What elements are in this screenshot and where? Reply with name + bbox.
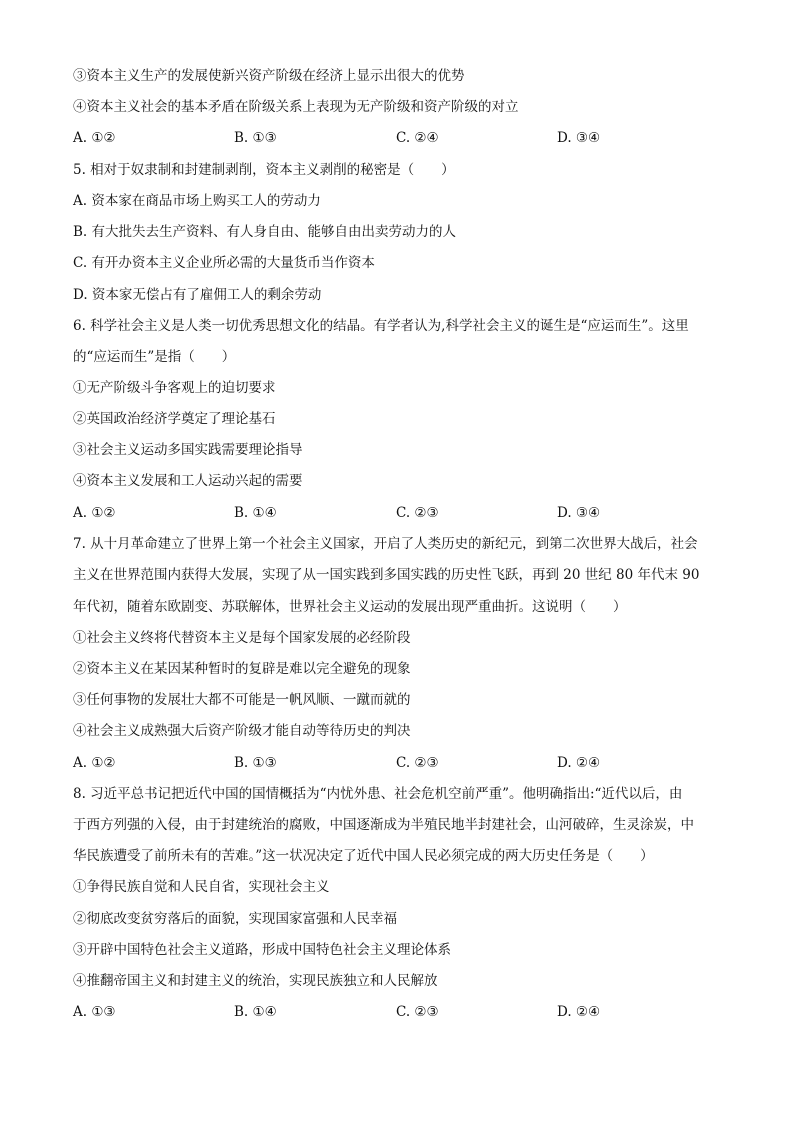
q8-item-1: ①争得民族自觉和人民自省，实现社会主义: [73, 879, 330, 895]
q8-option-b: B. ①④: [234, 1004, 277, 1020]
q4-option-b: B. ①③: [234, 130, 277, 146]
q4-option-c: C. ②④: [396, 130, 439, 146]
q7-stem-line-2: 主义在世界范围内获得大发展，实现了从一国实践到多国实践的历史性飞跃，再到 20 世纪 80 年代末 90: [73, 567, 700, 583]
q6-option-d: D. ③④: [557, 505, 601, 521]
q6-stem-line-1: 6. 科学社会主义是人类一切优秀思想文化的结晶。有学者认为,科学社会主义的诞生是“应运而生”。这里: [73, 318, 689, 334]
q6-item-2: ②英国政治经济学奠定了理论基石: [73, 411, 276, 427]
q6-option-a: A. ①②: [73, 505, 116, 521]
q5-choice-b: B. 有大批失去生产资料、有人身自由、能够自由出卖劳动力的人: [73, 224, 457, 240]
q8-stem-line-2: 于西方列强的入侵，由于封建统治的腐败，中国逐渐成为半殖民地半封建社会，山河破碎，生灵涂炭，中: [73, 817, 694, 833]
q4-item-4: ④资本主义社会的基本矛盾在阶级关系上表现为无产阶级和资产阶级的对立: [73, 99, 519, 115]
q5-choice-d: D. 资本家无偿占有了雇佣工人的剩余劳动: [73, 287, 322, 303]
q7-option-a: A. ①②: [73, 755, 116, 771]
q6-stem-line-2: 的“应运而生”是指（ ）: [73, 349, 236, 365]
q7-item-1: ①社会主义终将代替资本主义是每个国家发展的必经阶段: [73, 630, 411, 646]
q7-item-4: ④社会主义成熟强大后资产阶级才能自动等待历史的判决: [73, 723, 411, 739]
q4-option-a: A. ①②: [73, 130, 116, 146]
q8-item-2: ②彻底改变贫穷落后的面貌，实现国家富强和人民幸福: [73, 911, 397, 927]
q5-choice-a: A. 资本家在商品市场上购买工人的劳动力: [73, 193, 321, 209]
q8-stem-line-1: 8. 习近平总书记把近代中国的国情概括为“内忧外患、社会危机空前严重”。他明确指出:“近代以后，由: [73, 786, 683, 802]
q7-option-b: B. ①③: [234, 755, 277, 771]
q7-item-2: ②资本主义在某因某种暂时的复辟是难以完全避免的现象: [73, 661, 411, 677]
q5-stem: 5. 相对于奴隶制和封建制剥削，资本主义剥削的秘密是（ ）: [73, 162, 455, 178]
q8-option-c: C. ②③: [396, 1004, 439, 1020]
q6-item-4: ④资本主义发展和工人运动兴起的需要: [73, 473, 303, 489]
q4-item-3: ③资本主义生产的发展使新兴资产阶级在经济上显示出很大的优势: [73, 68, 465, 84]
q7-option-c: C. ②③: [396, 755, 439, 771]
q7-stem-line-3: 年代初，随着东欧剧变、苏联解体，世界社会主义运动的发展出现严重曲折。这说明（ ）: [73, 599, 627, 615]
q6-item-3: ③社会主义运动多国实践需要理论指导: [73, 442, 303, 458]
q6-option-b: B. ①④: [234, 505, 277, 521]
q4-option-d: D. ③④: [557, 130, 601, 146]
q8-option-d: D. ②④: [557, 1004, 601, 1020]
q6-option-c: C. ②③: [396, 505, 439, 521]
q8-stem-line-3: 华民族遭受了前所未有的苦难。”这一状况决定了近代中国人民必须完成的两大历史任务是（ ）: [73, 848, 654, 864]
q7-option-d: D. ②④: [557, 755, 601, 771]
q7-item-3: ③任何事物的发展壮大都不可能是一帆风顺、一蹴而就的: [73, 692, 411, 708]
q7-stem-line-1: 7. 从十月革命建立了世界上第一个社会主义国家，开启了人类历史的新纪元，到第二次世界大战后，社会: [73, 536, 698, 552]
q6-item-1: ①无产阶级斗争客观上的迫切要求: [73, 380, 276, 396]
q8-option-a: A. ①③: [73, 1004, 116, 1020]
q8-item-3: ③开辟中国特色社会主义道路，形成中国特色社会主义理论体系: [73, 942, 451, 958]
q8-item-4: ④推翻帝国主义和封建主义的统治，实现民族独立和人民解放: [73, 973, 438, 989]
q5-choice-c: C. 有开办资本主义企业所必需的大量货币当作资本: [73, 255, 375, 271]
